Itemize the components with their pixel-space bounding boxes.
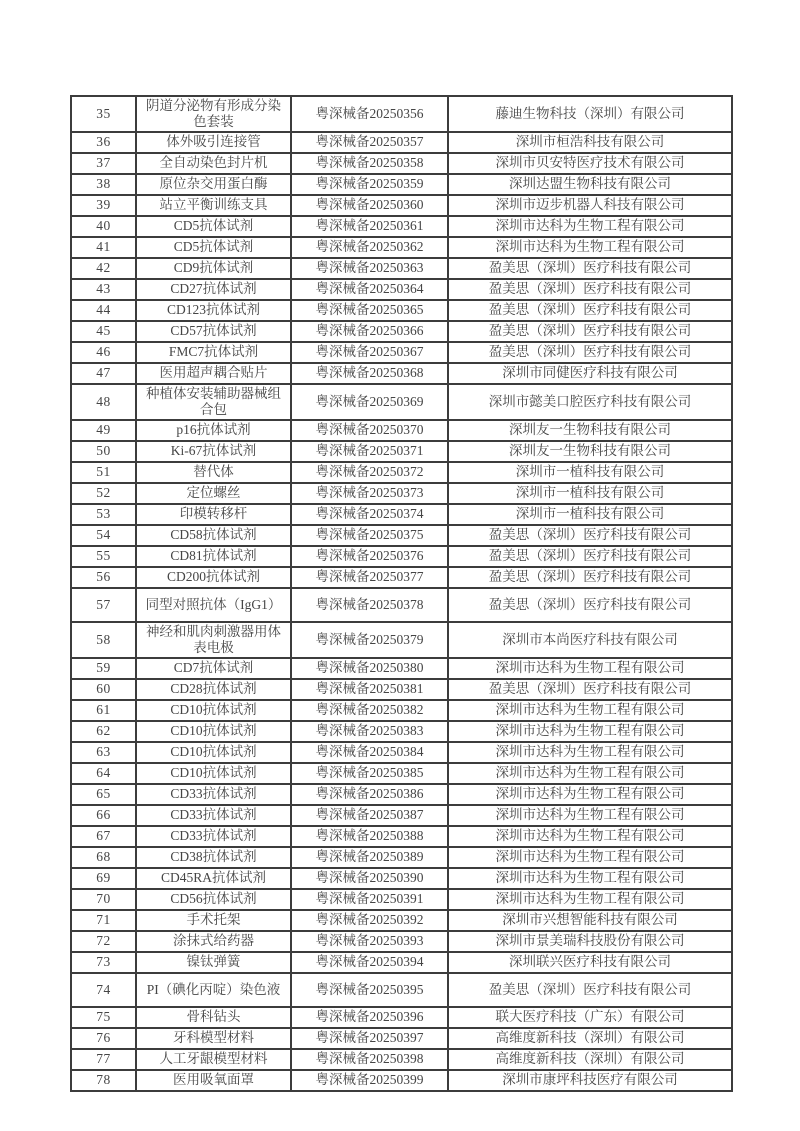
registration-number-cell: 粤深械备20250381: [291, 679, 448, 700]
row-number-cell: 65: [71, 784, 136, 805]
registration-number-cell: 粤深械备20250374: [291, 504, 448, 525]
device-name-cell: 医用超声耦合贴片: [136, 363, 291, 384]
table-row: [71, 342, 732, 363]
row-number-cell: 59: [71, 658, 136, 679]
table-row: [71, 321, 732, 342]
row-number-cell: 49: [71, 420, 136, 441]
device-name-cell: 镍钛弹簧: [136, 952, 291, 973]
device-name-cell: CD33抗体试剂: [136, 826, 291, 847]
registration-number-cell: 粤深械备20250360: [291, 195, 448, 216]
device-name-cell: CD123抗体试剂: [136, 300, 291, 321]
table-row: [71, 679, 732, 700]
registration-number-cell: 粤深械备20250367: [291, 342, 448, 363]
row-number-cell: 42: [71, 258, 136, 279]
row-number-cell: 73: [71, 952, 136, 973]
table-row: [71, 483, 732, 504]
registration-number-cell: 粤深械备20250361: [291, 216, 448, 237]
registration-number-cell: 粤深械备20250375: [291, 525, 448, 546]
table-row: [71, 1070, 732, 1091]
device-name-cell: 医用吸氧面罩: [136, 1070, 291, 1091]
registration-number-cell: 粤深械备20250398: [291, 1049, 448, 1070]
row-number-cell: 67: [71, 826, 136, 847]
device-name-cell: CD45RA抗体试剂: [136, 868, 291, 889]
row-number-cell: 78: [71, 1070, 136, 1091]
row-number-cell: 76: [71, 1028, 136, 1049]
table-row: [71, 525, 732, 546]
row-number-cell: 46: [71, 342, 136, 363]
device-name-cell: 原位杂交用蛋白酶: [136, 174, 291, 195]
device-name-cell: CD27抗体试剂: [136, 279, 291, 300]
row-number-cell: 35: [71, 96, 136, 132]
device-name-cell: CD10抗体试剂: [136, 742, 291, 763]
table-row: [71, 504, 732, 525]
table-row: [71, 300, 732, 321]
registration-number-cell: 粤深械备20250364: [291, 279, 448, 300]
company-name-cell: 深圳市桓浩科技有限公司: [448, 132, 732, 153]
company-name-cell: 盈美思（深圳）医疗科技有限公司: [448, 258, 732, 279]
registration-number-cell: 粤深械备20250392: [291, 910, 448, 931]
company-name-cell: 深圳市达科为生物工程有限公司: [448, 847, 732, 868]
device-name-cell: CD28抗体试剂: [136, 679, 291, 700]
company-name-cell: 深圳市景美瑞科技股份有限公司: [448, 931, 732, 952]
company-name-cell: 盈美思（深圳）医疗科技有限公司: [448, 342, 732, 363]
table-row: [71, 384, 732, 420]
device-name-cell: 涂抹式给药器: [136, 931, 291, 952]
table-row: [71, 237, 732, 258]
device-name-cell: 全自动染色封片机: [136, 153, 291, 174]
device-name-cell: 定位螺丝: [136, 483, 291, 504]
company-name-cell: 深圳市迈步机器人科技有限公司: [448, 195, 732, 216]
company-name-cell: 深圳市达科为生物工程有限公司: [448, 700, 732, 721]
row-number-cell: 37: [71, 153, 136, 174]
company-name-cell: 深圳达盟生物科技有限公司: [448, 174, 732, 195]
table-row: [71, 868, 732, 889]
device-name-cell: 阴道分泌物有形成分染色套装: [136, 96, 291, 132]
company-name-cell: 联大医疗科技（广东）有限公司: [448, 1007, 732, 1028]
row-number-cell: 60: [71, 679, 136, 700]
company-name-cell: 深圳友一生物科技有限公司: [448, 441, 732, 462]
device-name-cell: CD10抗体试剂: [136, 763, 291, 784]
table-row: [71, 826, 732, 847]
registration-number-cell: 粤深械备20250362: [291, 237, 448, 258]
device-name-cell: 牙科模型材料: [136, 1028, 291, 1049]
row-number-cell: 54: [71, 525, 136, 546]
table-row: [71, 721, 732, 742]
table-row: [71, 805, 732, 826]
registration-number-cell: 粤深械备20250357: [291, 132, 448, 153]
company-name-cell: 深圳市达科为生物工程有限公司: [448, 868, 732, 889]
device-name-cell: CD10抗体试剂: [136, 721, 291, 742]
company-name-cell: 藤迪生物科技（深圳）有限公司: [448, 96, 732, 132]
table-row: [71, 931, 732, 952]
company-name-cell: 高维度新科技（深圳）有限公司: [448, 1049, 732, 1070]
registration-number-cell: 粤深械备20250356: [291, 96, 448, 132]
registration-number-cell: 粤深械备20250394: [291, 952, 448, 973]
company-name-cell: 盈美思（深圳）医疗科技有限公司: [448, 567, 732, 588]
registration-number-cell: 粤深械备20250376: [291, 546, 448, 567]
device-table-body: [71, 96, 732, 1091]
table-row: [71, 952, 732, 973]
device-name-cell: p16抗体试剂: [136, 420, 291, 441]
device-name-cell: CD58抗体试剂: [136, 525, 291, 546]
table-row: [71, 622, 732, 658]
company-name-cell: 盈美思（深圳）医疗科技有限公司: [448, 300, 732, 321]
device-name-cell: CD5抗体试剂: [136, 237, 291, 258]
row-number-cell: 70: [71, 889, 136, 910]
row-number-cell: 36: [71, 132, 136, 153]
row-number-cell: 63: [71, 742, 136, 763]
company-name-cell: 深圳市达科为生物工程有限公司: [448, 889, 732, 910]
row-number-cell: 39: [71, 195, 136, 216]
row-number-cell: 55: [71, 546, 136, 567]
company-name-cell: 深圳市本尚医疗科技有限公司: [448, 622, 732, 658]
registration-number-cell: 粤深械备20250380: [291, 658, 448, 679]
company-name-cell: 盈美思（深圳）医疗科技有限公司: [448, 546, 732, 567]
company-name-cell: 深圳友一生物科技有限公司: [448, 420, 732, 441]
row-number-cell: 38: [71, 174, 136, 195]
registration-number-cell: 粤深械备20250379: [291, 622, 448, 658]
row-number-cell: 57: [71, 588, 136, 622]
row-number-cell: 64: [71, 763, 136, 784]
registration-number-cell: 粤深械备20250373: [291, 483, 448, 504]
company-name-cell: 深圳市达科为生物工程有限公司: [448, 826, 732, 847]
company-name-cell: 深圳市康坪科技医疗有限公司: [448, 1070, 732, 1091]
company-name-cell: 盈美思（深圳）医疗科技有限公司: [448, 679, 732, 700]
table-row: [71, 258, 732, 279]
row-number-cell: 74: [71, 973, 136, 1007]
row-number-cell: 77: [71, 1049, 136, 1070]
registration-number-cell: 粤深械备20250384: [291, 742, 448, 763]
row-number-cell: 41: [71, 237, 136, 258]
company-name-cell: 深圳联兴医疗科技有限公司: [448, 952, 732, 973]
device-name-cell: 种植体安装辅助器械组合包: [136, 384, 291, 420]
table-row: [71, 363, 732, 384]
registration-number-cell: 粤深械备20250387: [291, 805, 448, 826]
device-name-cell: CD5抗体试剂: [136, 216, 291, 237]
registration-number-cell: 粤深械备20250399: [291, 1070, 448, 1091]
company-name-cell: 深圳市达科为生物工程有限公司: [448, 658, 732, 679]
table-row: [71, 1049, 732, 1070]
device-name-cell: 站立平衡训练支具: [136, 195, 291, 216]
table-row: [71, 174, 732, 195]
registration-number-cell: 粤深械备20250397: [291, 1028, 448, 1049]
table-row: [71, 742, 732, 763]
device-name-cell: Ki-67抗体试剂: [136, 441, 291, 462]
table-row: [71, 1007, 732, 1028]
registration-number-cell: 粤深械备20250393: [291, 931, 448, 952]
company-name-cell: 深圳市贝安特医疗技术有限公司: [448, 153, 732, 174]
registration-number-cell: 粤深械备20250382: [291, 700, 448, 721]
device-name-cell: 神经和肌肉刺激器用体表电极: [136, 622, 291, 658]
row-number-cell: 48: [71, 384, 136, 420]
registration-number-cell: 粤深械备20250363: [291, 258, 448, 279]
registration-number-cell: 粤深械备20250395: [291, 973, 448, 1007]
device-name-cell: CD200抗体试剂: [136, 567, 291, 588]
row-number-cell: 71: [71, 910, 136, 931]
registration-number-cell: 粤深械备20250378: [291, 588, 448, 622]
table-row: [71, 153, 732, 174]
registration-number-cell: 粤深械备20250377: [291, 567, 448, 588]
row-number-cell: 58: [71, 622, 136, 658]
company-name-cell: 深圳市一植科技有限公司: [448, 504, 732, 525]
device-name-cell: FMC7抗体试剂: [136, 342, 291, 363]
table-row: [71, 441, 732, 462]
company-name-cell: 盈美思（深圳）医疗科技有限公司: [448, 321, 732, 342]
row-number-cell: 61: [71, 700, 136, 721]
company-name-cell: 深圳市达科为生物工程有限公司: [448, 763, 732, 784]
company-name-cell: 深圳市达科为生物工程有限公司: [448, 237, 732, 258]
table-row: [71, 889, 732, 910]
device-name-cell: CD57抗体试剂: [136, 321, 291, 342]
table-row: [71, 1028, 732, 1049]
device-registration-table: [70, 95, 733, 1092]
device-name-cell: CD56抗体试剂: [136, 889, 291, 910]
registration-number-cell: 粤深械备20250358: [291, 153, 448, 174]
device-name-cell: CD9抗体试剂: [136, 258, 291, 279]
registration-number-cell: 粤深械备20250365: [291, 300, 448, 321]
table-row: [71, 546, 732, 567]
table-row: [71, 910, 732, 931]
registration-number-cell: 粤深械备20250390: [291, 868, 448, 889]
device-name-cell: CD38抗体试剂: [136, 847, 291, 868]
device-name-cell: 替代体: [136, 462, 291, 483]
row-number-cell: 72: [71, 931, 136, 952]
table-row: [71, 763, 732, 784]
row-number-cell: 53: [71, 504, 136, 525]
company-name-cell: 深圳市兴想智能科技有限公司: [448, 910, 732, 931]
company-name-cell: 盈美思（深圳）医疗科技有限公司: [448, 525, 732, 546]
row-number-cell: 75: [71, 1007, 136, 1028]
row-number-cell: 50: [71, 441, 136, 462]
table-row: [71, 567, 732, 588]
registration-number-cell: 粤深械备20250368: [291, 363, 448, 384]
table-row: [71, 847, 732, 868]
device-name-cell: CD33抗体试剂: [136, 805, 291, 826]
company-name-cell: 深圳市一植科技有限公司: [448, 462, 732, 483]
table-row: [71, 420, 732, 441]
table-row: [71, 700, 732, 721]
row-number-cell: 43: [71, 279, 136, 300]
company-name-cell: 高维度新科技（深圳）有限公司: [448, 1028, 732, 1049]
company-name-cell: 深圳市达科为生物工程有限公司: [448, 805, 732, 826]
row-number-cell: 44: [71, 300, 136, 321]
registration-number-cell: 粤深械备20250386: [291, 784, 448, 805]
table-row: [71, 462, 732, 483]
registration-number-cell: 粤深械备20250370: [291, 420, 448, 441]
table-row: [71, 96, 732, 132]
company-name-cell: 深圳市达科为生物工程有限公司: [448, 742, 732, 763]
company-name-cell: 盈美思（深圳）医疗科技有限公司: [448, 279, 732, 300]
registration-number-cell: 粤深械备20250385: [291, 763, 448, 784]
table-row: [71, 784, 732, 805]
registration-number-cell: 粤深械备20250383: [291, 721, 448, 742]
device-name-cell: CD81抗体试剂: [136, 546, 291, 567]
row-number-cell: 68: [71, 847, 136, 868]
company-name-cell: 深圳市一植科技有限公司: [448, 483, 732, 504]
device-name-cell: 同型对照抗体（IgG1）: [136, 588, 291, 622]
registration-number-cell: 粤深械备20250371: [291, 441, 448, 462]
table-row: [71, 216, 732, 237]
device-name-cell: PI（碘化丙啶）染色液: [136, 973, 291, 1007]
row-number-cell: 62: [71, 721, 136, 742]
company-name-cell: 盈美思（深圳）医疗科技有限公司: [448, 588, 732, 622]
table-row: [71, 588, 732, 622]
company-name-cell: 盈美思（深圳）医疗科技有限公司: [448, 973, 732, 1007]
row-number-cell: 52: [71, 483, 136, 504]
device-name-cell: CD10抗体试剂: [136, 700, 291, 721]
registration-number-cell: 粤深械备20250391: [291, 889, 448, 910]
table-row: [71, 279, 732, 300]
company-name-cell: 深圳市达科为生物工程有限公司: [448, 721, 732, 742]
company-name-cell: 深圳市同健医疗科技有限公司: [448, 363, 732, 384]
table-row: [71, 658, 732, 679]
registration-number-cell: 粤深械备20250396: [291, 1007, 448, 1028]
device-name-cell: 骨科钻头: [136, 1007, 291, 1028]
row-number-cell: 69: [71, 868, 136, 889]
company-name-cell: 深圳市达科为生物工程有限公司: [448, 784, 732, 805]
device-name-cell: CD33抗体试剂: [136, 784, 291, 805]
row-number-cell: 66: [71, 805, 136, 826]
row-number-cell: 51: [71, 462, 136, 483]
row-number-cell: 56: [71, 567, 136, 588]
device-name-cell: 体外吸引连接管: [136, 132, 291, 153]
device-name-cell: 人工牙龈模型材料: [136, 1049, 291, 1070]
registration-number-cell: 粤深械备20250366: [291, 321, 448, 342]
device-name-cell: 印模转移杆: [136, 504, 291, 525]
registration-number-cell: 粤深械备20250372: [291, 462, 448, 483]
device-name-cell: 手术托架: [136, 910, 291, 931]
table-row: [71, 195, 732, 216]
table-row: [71, 973, 732, 1007]
device-name-cell: CD7抗体试剂: [136, 658, 291, 679]
company-name-cell: 深圳市达科为生物工程有限公司: [448, 216, 732, 237]
row-number-cell: 45: [71, 321, 136, 342]
registration-number-cell: 粤深械备20250359: [291, 174, 448, 195]
row-number-cell: 40: [71, 216, 136, 237]
registration-number-cell: 粤深械备20250388: [291, 826, 448, 847]
company-name-cell: 深圳市懿美口腔医疗科技有限公司: [448, 384, 732, 420]
row-number-cell: 47: [71, 363, 136, 384]
table-row: [71, 132, 732, 153]
registration-number-cell: 粤深械备20250369: [291, 384, 448, 420]
registration-number-cell: 粤深械备20250389: [291, 847, 448, 868]
